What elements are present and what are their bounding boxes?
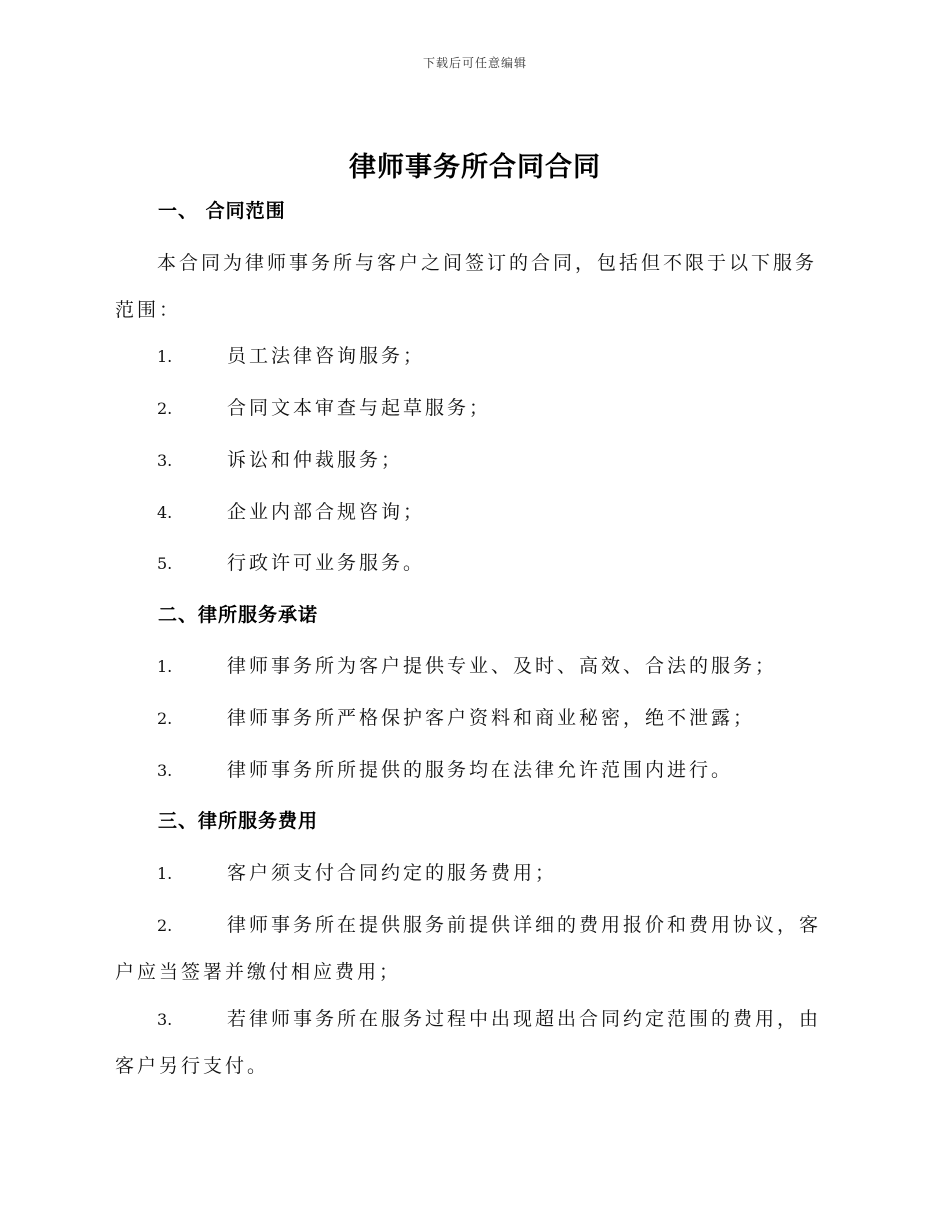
list-item bbox=[115, 643, 835, 690]
section-intro-paragraph: 本合同为律师事务所与客户之间签订的合同，包括但不限于以下服务范围： bbox=[115, 252, 818, 321]
section-heading-fees: 三、律所服务费用 bbox=[158, 810, 319, 832]
list-item-number: 2. bbox=[157, 709, 173, 728]
list-item bbox=[115, 747, 835, 794]
list-item-number: 3. bbox=[157, 451, 173, 470]
section-heading-scope: 一、 合同范围 bbox=[158, 200, 286, 222]
list-item-number: 2. bbox=[157, 916, 173, 935]
list-item-number: 3. bbox=[157, 1010, 173, 1029]
list-item-number: 2. bbox=[157, 399, 173, 418]
list-item bbox=[115, 540, 835, 587]
header-note: 下载后可任意编辑 bbox=[422, 56, 527, 70]
list-item bbox=[115, 489, 835, 536]
list-item-number: 1. bbox=[157, 347, 173, 366]
section-heading-commitment: 二、律所服务承诺 bbox=[158, 604, 319, 626]
list-item bbox=[115, 333, 835, 380]
list-item-text: 客户须支付合同约定的服务费用； bbox=[227, 862, 558, 884]
list-item-text: 企业内部合规咨询； bbox=[227, 501, 426, 523]
list-item bbox=[115, 385, 835, 432]
document-title: 律师事务所合同合同 bbox=[349, 152, 601, 183]
list-item-text: 律师事务所严格保护客户资料和商业秘密，绝不泄露； bbox=[227, 707, 756, 729]
list-item-text: 行政许可业务服务。 bbox=[227, 552, 426, 574]
list-item-number: 3. bbox=[157, 761, 173, 780]
list-item-text: 诉讼和仲裁服务； bbox=[227, 449, 404, 471]
list-item bbox=[115, 437, 835, 484]
list-item bbox=[115, 850, 835, 897]
list-item-number: 1. bbox=[157, 864, 173, 883]
list-item-number: 1. bbox=[157, 657, 173, 676]
list-item-number: 4. bbox=[157, 503, 173, 522]
list-item-text: 律师事务所所提供的服务均在法律允许范围内进行。 bbox=[227, 759, 734, 781]
list-item bbox=[115, 996, 835, 1090]
list-item-text: 律师事务所在提供服务前提供详细的费用报价和费用协议，客户应当签署并缴付相应费用； bbox=[115, 914, 822, 983]
list-item bbox=[115, 902, 835, 996]
list-item-text: 员工法律咨询服务； bbox=[227, 345, 426, 367]
list-item-number: 5. bbox=[157, 554, 173, 573]
list-item-text: 若律师事务所在服务过程中出现超出合同约定范围的费用，由客户另行支付。 bbox=[115, 1008, 822, 1077]
list-item bbox=[115, 695, 835, 742]
list-item-text: 合同文本审查与起草服务； bbox=[227, 397, 492, 419]
list-item-text: 律师事务所为客户提供专业、及时、高效、合法的服务； bbox=[227, 655, 778, 677]
